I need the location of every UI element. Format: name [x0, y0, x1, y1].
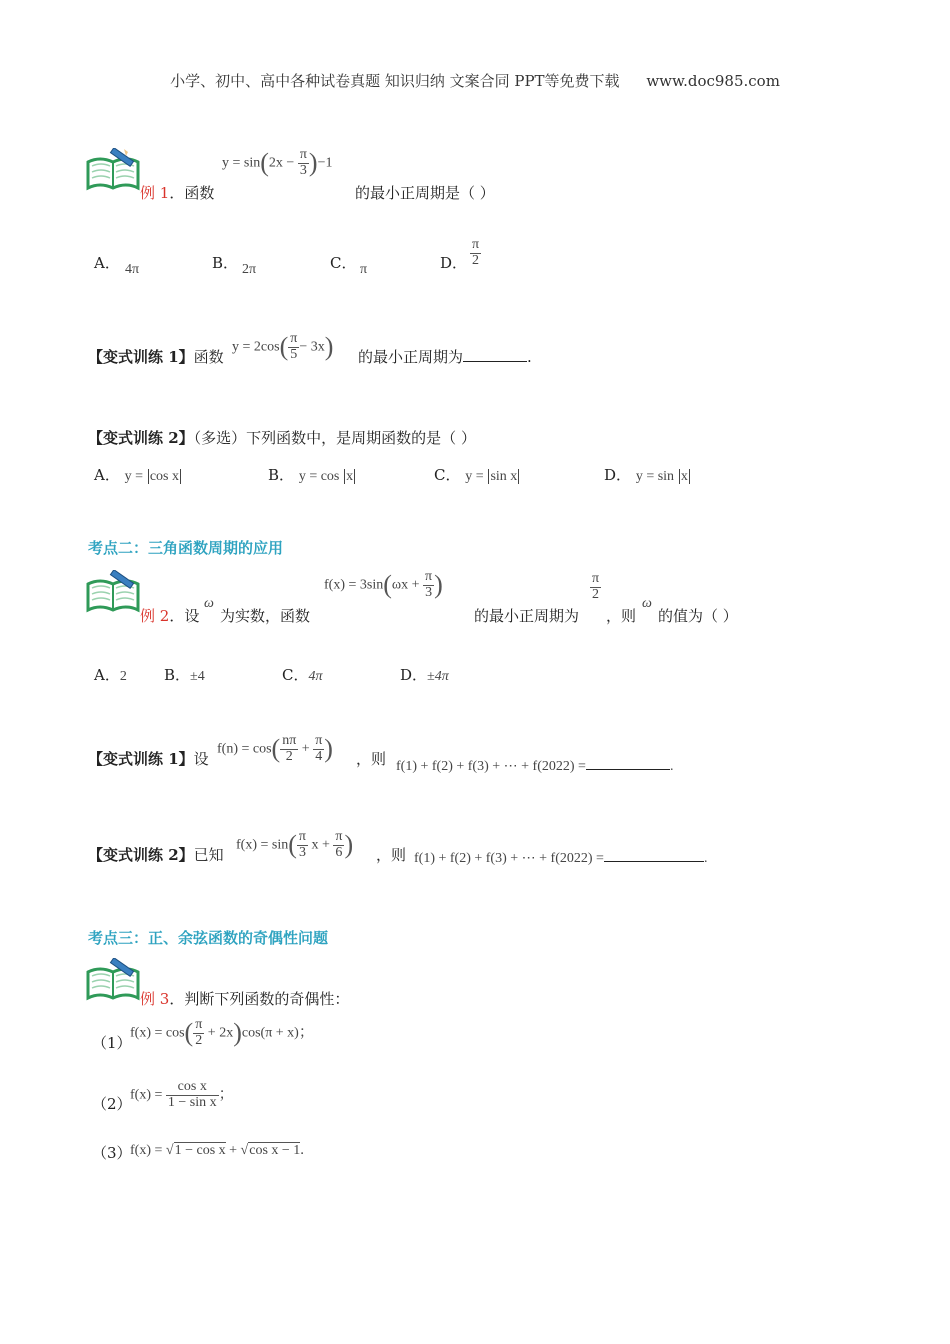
numerator: cos x: [166, 1080, 219, 1096]
period-fraction: [590, 572, 601, 602]
end-mark: ；: [218, 1086, 234, 1103]
option-c[interactable]: [330, 252, 356, 273]
option-letter: D．: [604, 466, 632, 484]
answer-blank[interactable]: [586, 768, 670, 770]
variant-3-sum: [396, 758, 673, 775]
fraction: [423, 570, 434, 600]
denominator: 1 − sin x: [167, 1094, 217, 1110]
denominator: 3: [299, 162, 307, 178]
example-2-formula: f(x) = 3sin(ωx + $\frac{\pi}{3}$ ): [324, 569, 443, 600]
abs-value: sin x: [490, 469, 518, 484]
answer-blank[interactable]: [463, 360, 527, 362]
variant-tag: 【变式训练 2】: [88, 846, 194, 864]
option-letter: C．: [282, 666, 309, 684]
option-letter: C．: [434, 466, 461, 484]
variant-prefix: 函数: [193, 348, 224, 366]
denominator: 6: [335, 844, 343, 860]
formula-lhs: f(x) =: [130, 1087, 163, 1103]
v2-option-b[interactable]: [268, 464, 355, 485]
numerator: π: [425, 569, 433, 584]
end-mark: ；: [298, 1024, 314, 1041]
abs-value: x: [680, 469, 688, 484]
fraction: [470, 238, 481, 268]
formula-tail: cos(π + x): [241, 1025, 299, 1041]
variant-1: [88, 346, 224, 367]
abs-value: cos x: [149, 469, 179, 484]
example-3-text: ．判断下列函数的奇偶性：: [169, 990, 350, 1008]
example-2-suffix1: 的最小正周期为: [474, 607, 580, 625]
option-d[interactable]: [440, 252, 467, 273]
item-2-index: （2）: [92, 1095, 132, 1113]
denominator: 3: [298, 844, 306, 860]
ex2-option-d[interactable]: [400, 664, 449, 685]
section-2-title: 考点二：三角函数周期的应用: [88, 539, 284, 557]
option-pre: y = sin: [635, 469, 675, 484]
denominator: 2: [472, 252, 480, 268]
plus-sign: +: [229, 1143, 238, 1158]
example-3: [140, 988, 349, 1009]
variant-tag: 【变式训练 2】: [88, 429, 194, 447]
variant-prefix: 已知: [193, 846, 224, 864]
fraction: [590, 572, 601, 602]
denominator: 4: [315, 748, 323, 764]
denominator: 3: [425, 584, 433, 600]
numerator: π: [592, 571, 600, 586]
question-text: 的最小正周期为: [358, 348, 464, 366]
abs-value: x: [346, 469, 354, 484]
plus-sign: +: [301, 741, 310, 757]
radicand: 1 − cos x: [174, 1143, 226, 1158]
option-pre: y =: [465, 469, 484, 484]
ex2-option-a[interactable]: [94, 664, 127, 685]
v2-option-a[interactable]: [94, 464, 181, 485]
v2-option-c[interactable]: [434, 464, 519, 485]
variant-4-formula: f(x) = sin( $\frac{\pi}{3}$ x + $\frac{\pi}{6}$ ): [236, 829, 354, 860]
period-mark: .: [527, 348, 532, 366]
end-mark: .: [300, 1142, 305, 1158]
option-letter: A．: [94, 666, 120, 684]
formula-x: x +: [311, 837, 330, 853]
formula-lhs: f(x) = cos: [130, 1025, 185, 1041]
formula-inner: 2x −: [268, 155, 295, 171]
variant-prefix: 设: [193, 750, 209, 768]
header-title: 小学、初中、高中各种试卷真题 知识归纳 文案合同 PPT等免费下载: [170, 72, 620, 90]
formula-tail: − 3x: [299, 339, 325, 355]
option-value: ±4: [190, 669, 205, 684]
radicand: cos x − 1: [249, 1143, 301, 1158]
period-mark: .: [669, 759, 674, 774]
option-letter: D．: [440, 254, 468, 272]
numerator: π: [335, 829, 343, 844]
fraction: [333, 830, 344, 860]
option-c-value: π: [360, 262, 368, 277]
numerator: π: [299, 147, 307, 162]
ex2-option-c[interactable]: [282, 664, 323, 685]
variant-text: （多选）下列函数中，是周期函数的是（ ）: [193, 429, 476, 447]
fraction: [193, 1018, 204, 1048]
numerator: nπ: [282, 733, 297, 748]
formula-lhs: f(x) = sin: [236, 837, 289, 853]
example-1-formula: y = sin(2x − $\frac{\pi}{3}$ )−1: [222, 147, 333, 178]
denominator: 2: [195, 1032, 203, 1048]
option-letter: C．: [330, 254, 357, 272]
formula-inner: + 2x: [207, 1025, 234, 1041]
option-value: 4π: [308, 669, 323, 684]
item-3-formula: f(x) = √1 − cos x + √cos x − 1.: [130, 1142, 305, 1158]
variant-4: [88, 844, 224, 865]
example-2-label: 例 2: [140, 607, 170, 625]
option-b-value: 2π: [242, 262, 257, 277]
ex2-option-b[interactable]: [164, 664, 205, 685]
fraction: [288, 332, 299, 362]
option-letter: D．: [400, 666, 428, 684]
fraction: [313, 734, 324, 764]
omega-symbol: ω: [204, 596, 214, 611]
variant-1-question: [358, 346, 532, 367]
variant-3: [88, 748, 209, 769]
option-letter: A．: [94, 466, 120, 484]
variant-3-mid: ，则: [356, 750, 387, 768]
item-1-index: （1）: [92, 1034, 132, 1052]
option-value: 2: [119, 669, 127, 684]
variant-4-sum: [414, 850, 707, 867]
example-1-label: 例 1: [140, 184, 170, 202]
book-pencil-icon: [86, 958, 140, 1002]
formula-lhs: f(x) = 3sin: [324, 577, 384, 593]
denominator: 2: [285, 748, 293, 764]
option-b[interactable]: [212, 252, 238, 273]
option-letter: B．: [268, 466, 295, 484]
variant-tag: 【变式训练 1】: [88, 348, 194, 366]
answer-blank[interactable]: [604, 860, 704, 862]
formula-inner: ωx +: [391, 577, 420, 593]
option-letter: B．: [212, 254, 239, 272]
period-mark: .: [703, 851, 708, 866]
option-letter: B．: [164, 666, 191, 684]
page-header: [0, 70, 950, 91]
formula-lhs: f(n) = cos: [217, 741, 272, 757]
example-1-prefix: ．函数: [169, 184, 215, 202]
item-2-formula: [130, 1080, 234, 1110]
example-1-question: 的最小正周期是（ ）: [355, 184, 495, 202]
example-2: [140, 605, 199, 626]
example-3-label: 例 3: [140, 990, 170, 1008]
variant-3-formula: f(n) = cos( $\frac{n\pi}{2}$ + $\frac{\pi}{4}$ ): [217, 733, 333, 764]
item-3-index: （3）: [92, 1144, 132, 1162]
option-value: ±4π: [427, 669, 449, 684]
numerator: π: [472, 237, 480, 252]
variant-tag: 【变式训练 1】: [88, 750, 194, 768]
example-2-suffix2: ，则: [606, 607, 637, 625]
numerator: π: [290, 331, 298, 346]
example-2-mid: 为实数，函数: [220, 607, 311, 625]
option-d-value: [470, 238, 481, 268]
sum-expression: f(1) + f(2) + f(3) + ⋯ + f(2022) =: [414, 851, 604, 866]
option-a[interactable]: [94, 252, 120, 273]
example-2-prefix: ．设: [169, 607, 200, 625]
numerator: π: [195, 1017, 203, 1032]
variant-2: [88, 427, 476, 448]
formula-tail: −1: [317, 155, 333, 171]
book-pencil-icon: [86, 148, 140, 192]
fraction: [297, 830, 308, 860]
header-site-link[interactable]: www.doc985.com: [646, 72, 780, 90]
formula-lhs: y = sin: [222, 155, 261, 171]
option-a-value: 4π: [125, 262, 140, 277]
section-3-title: 考点三：正、余弦函数的奇偶性问题: [88, 929, 329, 947]
numerator: π: [315, 733, 323, 748]
item-1-formula: f(x) = cos( $\frac{\pi}{2}$ + 2x)cos(π + x)；: [130, 1017, 314, 1048]
option-pre: y =: [124, 469, 144, 484]
v2-option-d[interactable]: [604, 464, 690, 485]
option-pre: y = cos: [298, 469, 340, 484]
option-letter: A．: [94, 254, 120, 272]
numerator: π: [298, 829, 306, 844]
fraction: [298, 148, 309, 178]
variant-1-formula: y = 2cos( $\frac{\pi}{5}$ − 3x): [232, 331, 334, 362]
variant-4-mid: ，则: [376, 846, 407, 864]
sum-expression: f(1) + f(2) + f(3) + ⋯ + f(2022) =: [396, 759, 586, 774]
omega-symbol: ω: [642, 596, 652, 611]
fraction: [166, 1080, 219, 1110]
denominator: 2: [592, 586, 600, 602]
book-pencil-icon: [86, 570, 140, 614]
formula-lhs: f(x) =: [130, 1143, 163, 1158]
fraction: [280, 734, 298, 764]
example-2-suffix3: 的值为（ ）: [658, 607, 738, 625]
denominator: 5: [290, 346, 298, 362]
example-1: [140, 182, 214, 203]
formula-lhs: y = 2cos: [232, 339, 280, 355]
